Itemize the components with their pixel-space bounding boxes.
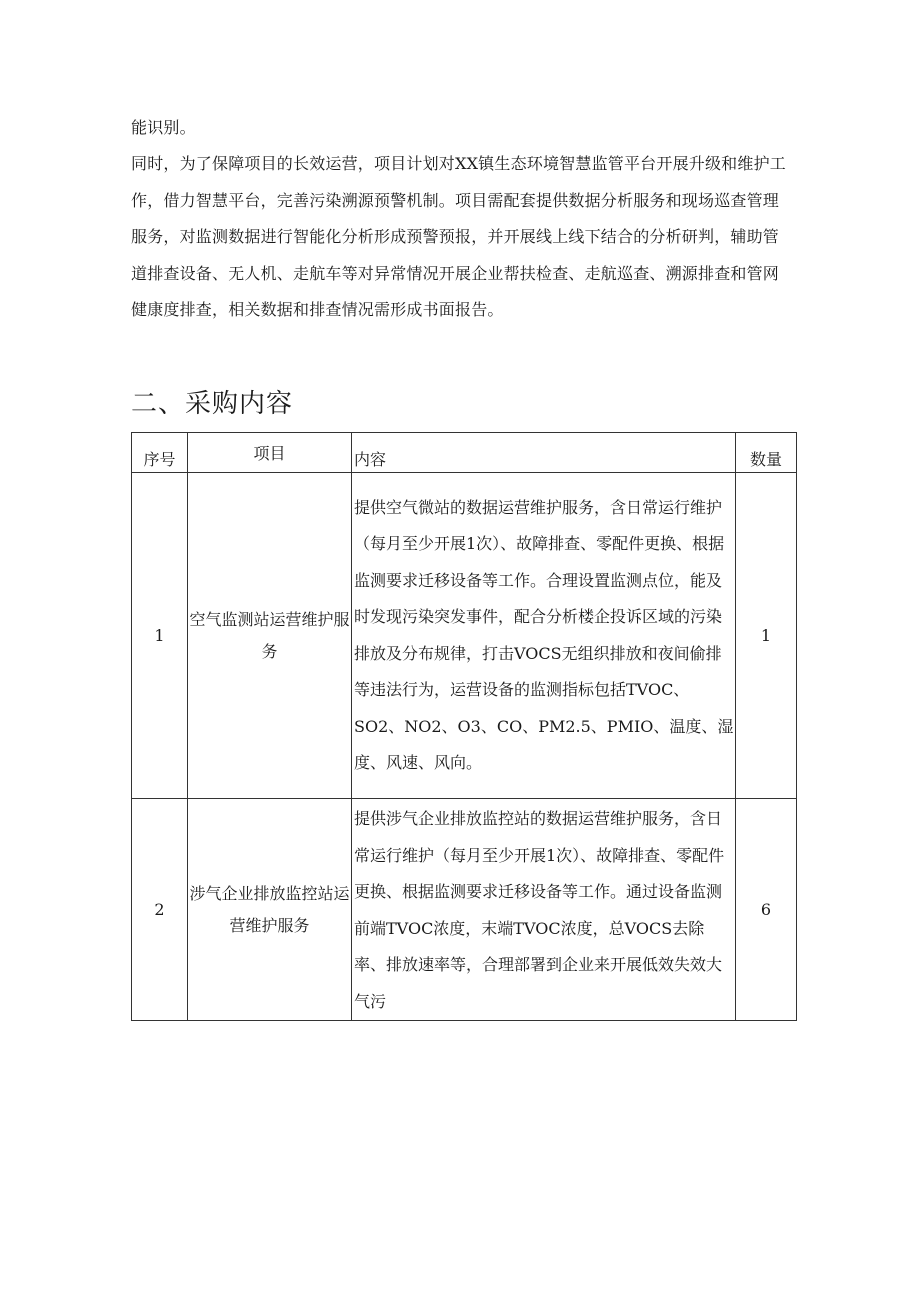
cell-content: 提供空气微站的数据运营维护服务，含日常运行维护（每月至少开展1次）、故障排查、零配件更换、根据监测要求迁移设备等工作。合理设置监测点位，能及时发现污染突发事件，配合分析楼企投诉区域的污染排放及分布规律，打击VOCS无组织排放和夜间偷排等违法行为，运营设备的监测指标包括TVOC、SO2、NO2、O3、CO、PM2.5、PMIO、温度、湿度、风速、风向。 xyxy=(352,473,736,799)
table-header-row xyxy=(132,433,797,473)
cell-no: 1 xyxy=(132,473,188,799)
header-item: 项目 xyxy=(188,433,352,473)
paragraph-continuation xyxy=(131,110,791,147)
cell-item-text: 涉气企业排放监控站运营维护服务 xyxy=(189,883,350,935)
header-no: 序号 xyxy=(132,433,188,473)
header-qty: 数量 xyxy=(736,433,797,473)
procurement-table xyxy=(131,432,797,1021)
paragraph-text: 同时，为了保障项目的长效运营，项目计划对XX镇生态环境智慧监管平台开展升级和维护工作，借力智慧平台，完善污染溯源预警机制。项目需配套提供数据分析服务和现场巡查管理服务，对监测数据进行智能化分析形成预警预报，并开展线上线下结合的分析研判，辅助管道排查设备、无人机、走航车等对异常情况开展企业帮扶检查、走航巡查、溯源排查和管网健康度排查，相关数据和排查情况需形成书面报告。 xyxy=(131,154,786,319)
table-row xyxy=(132,473,797,799)
cell-item xyxy=(188,799,352,1021)
cell-item xyxy=(188,473,352,799)
cell-item-text: 空气监测站运营维护服务 xyxy=(189,609,350,661)
cell-content: 提供涉气企业排放监控站的数据运营维护服务，含日常运行维护（每月至少开展1次）、故障排查、零配件更换、根据监测要求迁移设备等工作。通过设备监测前端TVOC浓度，末端TVOC浓度，总VOCS去除率、排放速率等，合理部署到企业来开展低效失效大气污 xyxy=(352,799,736,1021)
paragraph-maintenance-plan xyxy=(131,146,791,329)
section-title: 二、采购内容 xyxy=(131,388,294,419)
paragraph-text: 能识别。 xyxy=(131,118,196,137)
table-row xyxy=(132,799,797,1021)
cell-no: 2 xyxy=(132,799,188,1021)
header-content: 内容 xyxy=(352,433,736,473)
cell-qty: 6 xyxy=(736,799,797,1021)
cell-qty: 1 xyxy=(736,473,797,799)
